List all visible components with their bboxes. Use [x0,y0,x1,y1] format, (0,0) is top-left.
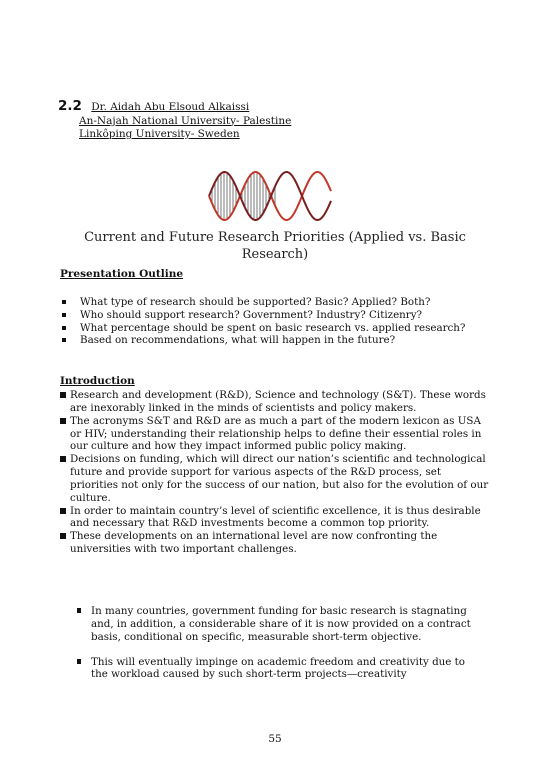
presentation-title: Current and Future Research Priorities (Applied vs. Basic Research) [84,230,466,262]
affiliation-2: Linkôping University- Sweden [79,128,240,140]
section-number: 2.2 [58,98,82,114]
bullet-icon [60,533,66,539]
bullet-icon [60,508,66,514]
outline-item: Who should support research? Government? Industry? Citizenry? [60,309,480,322]
bullet-icon [60,392,66,398]
bullet-icon [77,608,81,613]
outline-item: What percentage should be spent on basic research vs. applied research? [60,322,480,335]
intro-item: Research and development (R&D), Science and technology (S&T). These words are inexorably linked in the minds of scientists and policy makers. [60,389,490,415]
sub-item: This will eventually impinge on academic freedom and creativity due to the workload caused by such short-term projects—creativity [75,656,475,682]
bullet-icon [62,300,66,304]
bullet-icon [62,326,66,330]
introduction-heading: Introduction [60,375,135,387]
outline-list [60,296,480,347]
author-name: Dr. Aidah Abu Elsoud Alkaissi [91,101,250,113]
bullet-icon [77,659,81,664]
challenges-sublist [75,605,475,693]
affiliation-1: An-Najah National University- Palestine [79,114,292,127]
outline-item: Based on recommendations, what will happen in the future? [60,334,480,347]
introduction-list [60,389,490,556]
intro-item: The acronyms S&T and R&D are as much a part of the modern lexicon as USA or HIV; understanding their relationship helps to define their essential roles in our culture and how they impact informed public policy making. [60,415,490,454]
intro-item: In order to maintain country’s level of scientific excellence, it is thus desirable and necessary that R&D investments become a common top priority. [60,505,490,531]
dna-helix-image [205,160,335,232]
bullet-icon [60,418,66,424]
section-header [58,100,291,142]
intro-item: Decisions on funding, which will direct our nation’s scientific and technological future and provide support for various aspects of the R&D process, set priorities not only for the success of our nation, but also for the evolution of our culture. [60,453,490,504]
outline-heading: Presentation Outline [60,268,184,280]
bullet-icon [62,338,66,342]
bullet-icon [62,313,66,317]
intro-item: These developments on an international level are now confronting the universities with two important challenges. [60,530,490,556]
sub-item: In many countries, government funding for basic research is stagnating and, in addition, a considerable share of it is now provided on a contract basis, conditional on specific, measurable short-term objective. [75,605,475,644]
page-number: 55 [268,733,282,745]
outline-item: What type of research should be supported? Basic? Applied? Both? [60,296,480,309]
dna-rungs [212,172,275,220]
bullet-icon [60,456,66,462]
